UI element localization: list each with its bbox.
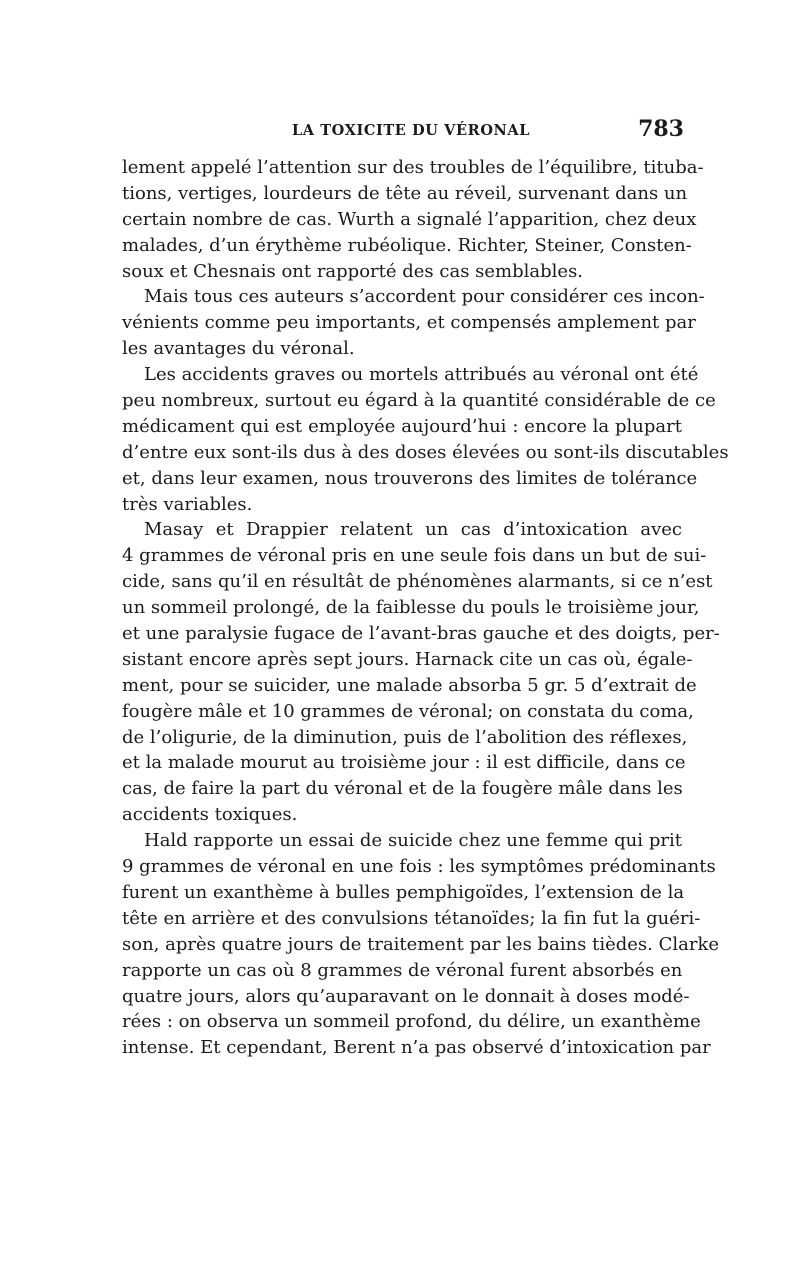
text-line: lement appelé l’attention sur des troubles de l’équilibre, tituba- <box>122 157 704 178</box>
text-line: d’entre eux sont-ils dus à des doses élevées ou sont-ils discutables <box>122 441 729 463</box>
text-line: et, dans leur examen, nous trouverons des limites de tolérance <box>122 467 698 489</box>
text-line: et une paralysie fugace de l’avant-bras gauche et des doigts, per- <box>122 623 720 645</box>
text-line: son, après quatre jours de traitement par les bains tièdes. Clarke <box>122 933 720 955</box>
text-line: soux et Chesnais ont rapporté des cas semblables. <box>122 260 584 282</box>
text-line: 4 grammes de véronal pris en une seule fois dans un but de sui- <box>122 545 707 567</box>
text-line: accidents toxiques. <box>122 804 298 826</box>
text-line: un sommeil prolongé, de la faiblesse du pouls le troisième jour, <box>122 597 700 619</box>
text-line: tête en arrière et des convulsions tétanoïdes; la fin fut la guéri- <box>122 907 701 929</box>
text-line: furent un exanthème à bulles pemphigoïdes, l’extension de la <box>122 881 685 903</box>
text-line: quatre jours, alors qu’auparavant on le donnait à doses modé- <box>122 985 690 1007</box>
text-line: sistant encore après sept jours. Harnack cite un cas où, égale- <box>122 648 693 670</box>
text-line: cide, sans qu’il en résultât de phénomènes alarmants, si ce n’est <box>122 571 713 593</box>
text-line: tions, vertiges, lourdeurs de tête au réveil, survenant dans un <box>122 182 688 204</box>
text-line: intense. Et cependant, Berent n’a pas observé d’intoxication par <box>122 1037 711 1059</box>
text-line: Les accidents graves ou mortels attribués au véronal ont été <box>144 364 699 386</box>
text-line: 9 grammes de véronal en une fois : les symptômes prédominants <box>122 856 716 878</box>
running-head <box>122 116 684 148</box>
text-line: vénients comme peu importants, et compensés amplement par <box>122 312 696 334</box>
text-line: cas, de faire la part du véronal et de la fougère mâle dans les <box>122 778 683 800</box>
text-line: les avantages du véronal. <box>122 338 355 360</box>
text-line: peu nombreux, surtout eu égard à la quantité considérable de ce <box>122 390 716 412</box>
text-line: rapporte un cas où 8 grammes de véronal furent absorbés en <box>122 959 683 981</box>
text-line: médicament qui est employée aujourd’hui : encore la plupart <box>122 415 682 437</box>
text-line: rées : on observa un sommeil profond, du délire, un exanthème <box>122 1011 701 1033</box>
text-line: et la malade mourut au troisième jour : il est difficile, dans ce <box>122 752 686 774</box>
running-title: LA TOXICITE DU VÉRONAL <box>292 122 531 139</box>
body-text <box>122 155 729 1061</box>
text-line: certain nombre de cas. Wurth a signalé l’apparition, chez deux <box>122 208 697 230</box>
page-number: 783 <box>638 116 684 142</box>
text-line: fougère mâle et 10 grammes de véronal; on constata du coma, <box>122 700 694 722</box>
text-line: Hald rapporte un essai de suicide chez une femme qui prit <box>144 830 682 852</box>
text-line: Masay et Drappier relatent un cas d’intoxication avec <box>144 519 682 541</box>
text-line: ment, pour se suicider, une malade absorba 5 gr. 5 d’extrait de <box>122 674 697 696</box>
text-line: très variables. <box>122 493 253 515</box>
text-line: malades, d’un érythème rubéolique. Richter, Steiner, Consten- <box>122 234 692 256</box>
text-line: de l’oligurie, de la diminution, puis de l’abolition des réflexes, <box>122 726 688 748</box>
text-line: Mais tous ces auteurs s’accordent pour considérer ces incon- <box>144 286 705 308</box>
